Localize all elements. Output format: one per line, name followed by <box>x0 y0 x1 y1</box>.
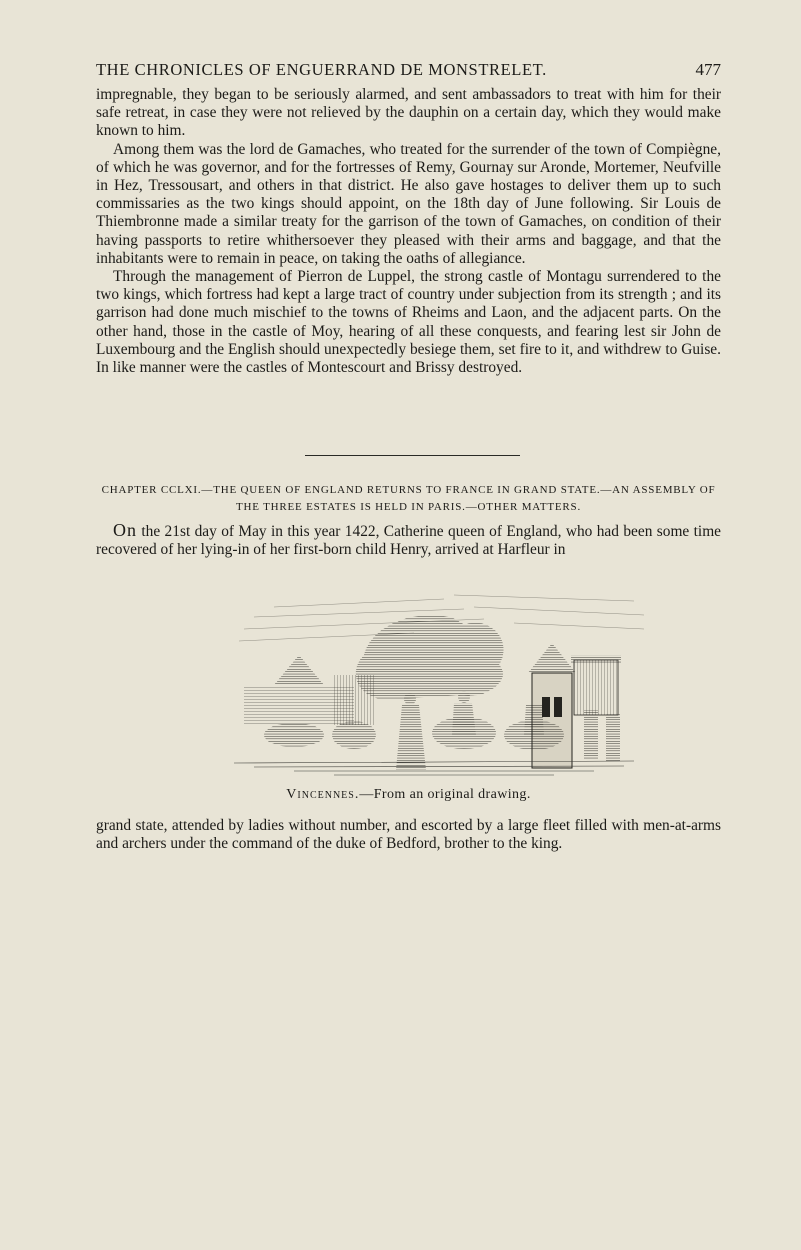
continuation-text: grand state, attended by ladies without number, and escorted by a large fleet filled with men-at-arms and archers under the command of the duke of Bedford, brother to the king. <box>96 817 721 853</box>
continuation-paragraph <box>96 817 721 853</box>
chapter-opening-text: the 21st day of May in this year 1422, Catherine queen of England, who had been some time recovered of her lying-in of her first-born child Henry, arrived at Harfleur in <box>96 523 721 559</box>
caption-place: Vincennes. <box>286 787 360 802</box>
chapter-opening <box>96 521 721 559</box>
section-divider <box>305 455 520 456</box>
chapter-initial-word: On <box>113 520 137 540</box>
tree-foliage <box>356 615 504 700</box>
chapter-first-paragraph <box>96 521 721 559</box>
ground-hatching <box>234 761 634 775</box>
running-title: THE CHRONICLES OF ENGUERRAND DE MONSTRELET. <box>96 60 547 79</box>
paragraph-2: Among them was the lord de Gamaches, who treated for the surrender of the town of Compiègne, of which he was governor, and for the fortresses of Remy, Gournay sur Aronde, Mortemer, Neufville in Hez, Tressousart, and others in that district. He also gave hostages to deliver them up to such commissaries as the two kings should appoint, on the 18th day of June following. Sir Louis de Thiembronne made a similar treaty for the garrison of the town of Gamaches, on condition of their having passports to retire whithersoever they pleased with their arms and baggage, and that the inhabitants were to remain in peace, on taking the oaths of allegiance. <box>96 140 721 267</box>
illustration-caption <box>96 787 721 803</box>
running-header <box>96 60 721 80</box>
caption-source: —From an original drawing. <box>359 787 531 802</box>
opening-paragraphs <box>96 86 721 377</box>
paragraph-1: impregnable, they began to be seriously alarmed, and sent ambassadors to treat with him for their safe retreat, in case they were not relieved by the dauphin on a certain day, which they would make known to him. <box>96 86 721 140</box>
paragraph-3: Through the management of Pierron de Luppel, the strong castle of Montagu surrendered to the two kings, which fortress had kept a large tract of country under subjection from its strength ; and its garrison had done much mischief to the towns of Rheims and Laon, and the adjacent parts. On the other hand, those in the castle of Moy, hearing of all these conquests, and fearing lest sir John de Luxembourg and the English should unexpectedly besiege them, set fire to it, and withdrew to Guise. In like manner were the castles of Montescourt and Brissy destroyed. <box>96 268 721 377</box>
engraving-illustration <box>214 585 648 777</box>
chapter-heading: CHAPTER CCLXI.—THE QUEEN OF ENGLAND RETURNS TO FRANCE IN GRAND STATE.—AN ASSEMBLY OF THE THREE ESTATES IS HELD IN PARIS.—OTHER MATTERS. <box>101 484 716 513</box>
page-number: 477 <box>695 60 721 79</box>
